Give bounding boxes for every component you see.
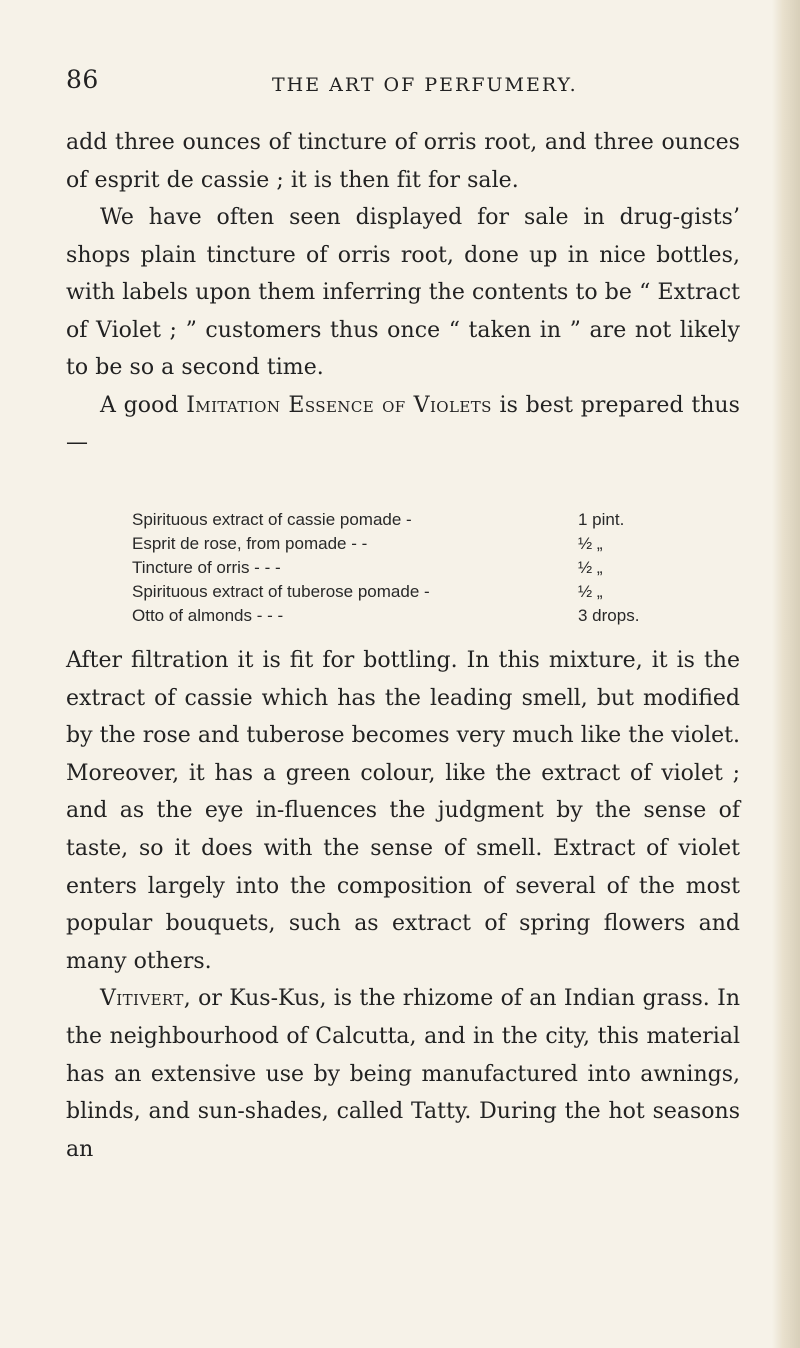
body-text-upper [66, 124, 740, 462]
paragraph-subject: Vitivert [100, 986, 184, 1012]
running-title: THE ART OF PERFUMERY. [272, 74, 578, 96]
ingredient-name: Spirituous extract of tuberose pomade - [132, 582, 430, 601]
recipe-list [132, 508, 692, 628]
paragraph-lead: A good [100, 392, 187, 418]
paragraph-subject: Imitation Essence of Violets [186, 392, 492, 418]
paragraph-rest: is best prepared thus — [66, 392, 740, 455]
paragraph-vitivert [66, 980, 740, 1168]
recipe-row [132, 580, 692, 604]
paragraph-continuation: add three ounces of tincture of orris root, and three ounces of esprit de cassie ; it is then fit for sale. [66, 130, 740, 193]
ingredient-name: Tincture of orris - - - [132, 558, 281, 577]
page-edge-shadow [772, 0, 800, 1348]
paragraph-rest: , or Kus-Kus, is the rhizome of an Indian grass. In the neighbourhood of Calcutta, and in the city, this material has an extensive use by being manufactured into awnings, blinds, and sun-shades, called Tatty. During the hot seasons an [66, 986, 740, 1162]
page-header [66, 65, 746, 105]
ingredient-name: Otto of almonds - - - [132, 606, 284, 625]
ingredient-name: Esprit de rose, from pomade - - [132, 534, 368, 553]
ingredient-quantity: ½ „ [578, 534, 603, 553]
paragraph-orris-bottles: We have often seen displayed for sale in drug-gists’ shops plain tincture of orris root, done up in nice bottles, with labels upon them inferring the contents to be “ Extract of Violet ; ” customers thus once “ taken in ” are not likely to be so a second time. [66, 205, 740, 380]
recipe-row [132, 556, 692, 580]
ingredient-quantity: ½ „ [578, 558, 603, 577]
ingredient-quantity: 1 pint. [578, 510, 625, 529]
ingredient-name: Spirituous extract of cassie pomade - [132, 510, 412, 529]
body-text-lower [66, 642, 740, 1168]
paragraph-filtration: After filtration it is fit for bottling. In this mixture, it is the extract of cassie which has the leading smell, but modified by the rose and tuberose becomes very much like the violet. Moreover, it has a green colour, like the extract of violet ; and as the eye in-fluences the judgment by the sense of taste, so it does with the sense of smell. Extract of violet enters largely into the composition of several of the most popular bouquets, such as extract of spring flowers and many others. [66, 648, 740, 974]
recipe-row [132, 604, 692, 628]
page-number: 86 [66, 65, 99, 94]
paragraph-imitation-intro [66, 387, 740, 462]
recipe-row [132, 532, 692, 556]
ingredient-quantity: 3 drops. [578, 606, 640, 625]
recipe-row [132, 508, 692, 532]
ingredient-quantity: ½ „ [578, 582, 603, 601]
